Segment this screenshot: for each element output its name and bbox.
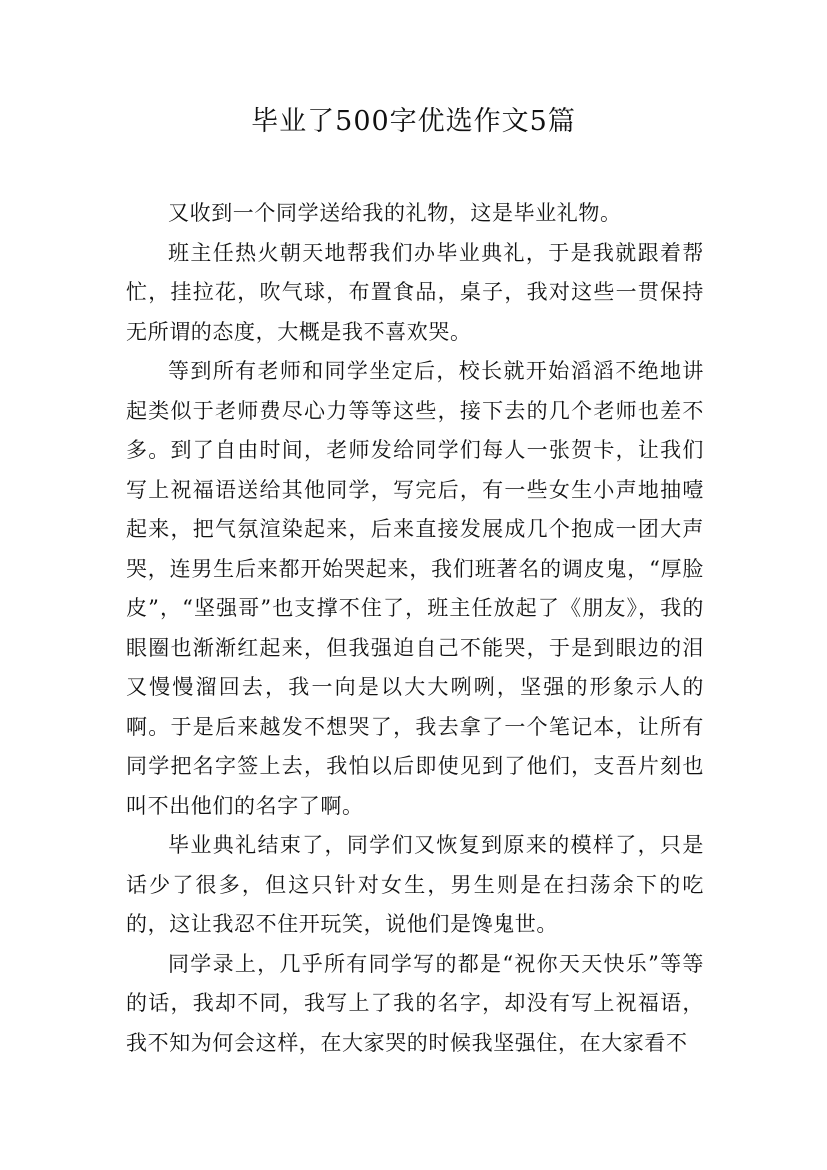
paragraph-3: 等到所有老师和同学坐定后，校长就开始滔滔不绝地讲起类似于老师费尽心力等等这些，接下去的几个老师也差不多。到了自由时间，老师发给同学们每人一张贺卡，让我们写上祝福语送给其他同学，写完后，有一些女生小声地抽噎起来，把气氛渲染起来，后来直接发展成几个抱成一团大声哭，连男生后来都开始哭起来，我们班著名的调皮鬼，“厚脸皮”，“坚强哥”也支撑不住了，班主任放起了《朋友》，我的眼圈也渐渐红起来，但我强迫自己不能哭，于是到眼边的泪又慢慢溜回去，我一向是以大大咧咧，坚强的形象示人的啊。于是后来越发不想哭了，我去拿了一个笔记本，让所有同学把名字签上去，我怕以后即使见到了他们，支吾片刻也叫不出他们的名字了啊。 <box>126 359 704 818</box>
paragraph-4: 毕业典礼结束了，同学们又恢复到原来的模样了，只是话少了很多，但这只针对女生，男生则是在扫荡余下的吃的，这让我忍不住开玩笑，说他们是馋鬼世。 <box>126 833 704 936</box>
document-body <box>126 194 704 1063</box>
paragraph-5: 同学录上，几乎所有同学写的都是“祝你天天快乐”等等的话，我却不同，我写上了我的名字，却没有写上祝福语，我不知为何会这样，在大家哭的时候我坚强住，在大家看不 <box>126 951 704 1055</box>
document-title: 毕业了500字优选作文5篇 <box>251 106 576 137</box>
paragraph-1: 又收到一个同学送给我的礼物，这是毕业礼物。 <box>168 201 622 225</box>
paragraph-2: 班主任热火朝天地帮我们办毕业典礼，于是我就跟着帮忙，挂拉花，吹气球，布置食品，桌子，我对这些一贯保持无所谓的态度，大概是我不喜欢哭。 <box>126 240 704 344</box>
